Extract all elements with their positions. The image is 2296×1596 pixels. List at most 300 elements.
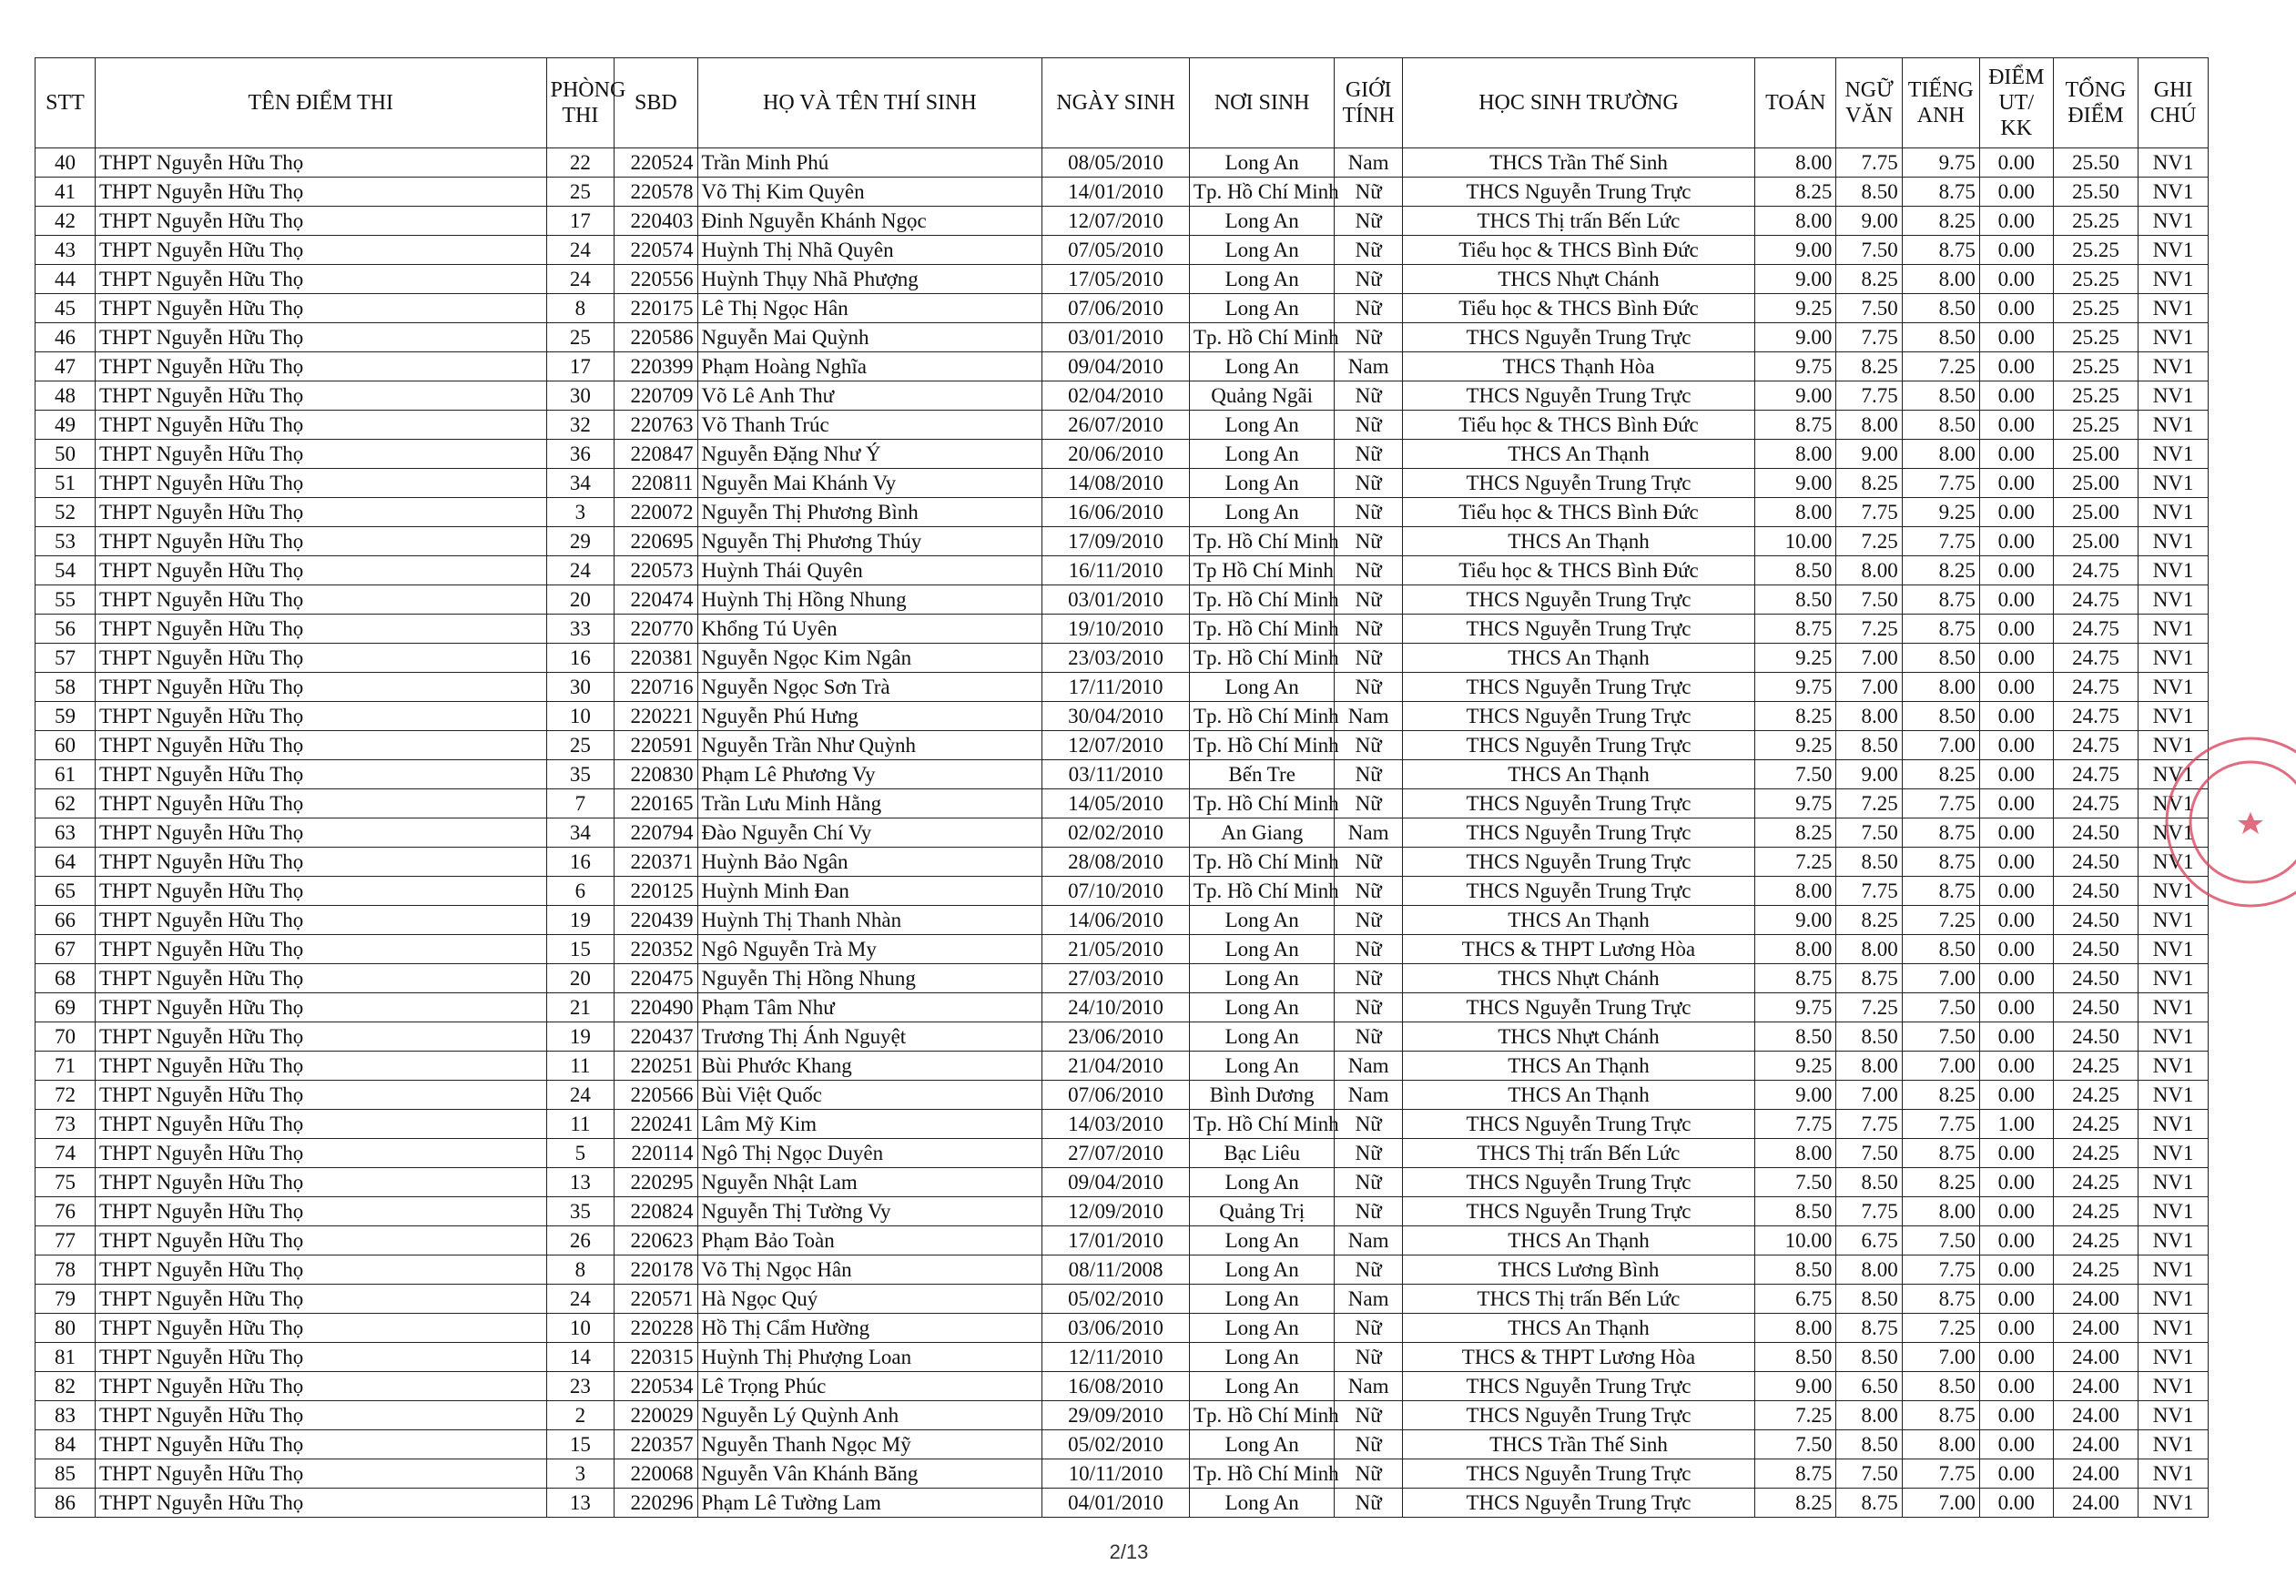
cell-sbd: 220847 — [615, 440, 697, 469]
cell-dob: 17/01/2010 — [1042, 1226, 1190, 1255]
cell-sbd: 220114 — [615, 1139, 697, 1168]
cell-school: Tiểu học & THCS Bình Đức — [1402, 294, 1754, 323]
cell-dob: 30/04/2010 — [1042, 702, 1190, 731]
cell-math: 9.00 — [1755, 906, 1836, 935]
cell-gender: Nữ — [1335, 906, 1402, 935]
cell-room: 11 — [546, 1052, 614, 1081]
cell-birthplace: Long An — [1189, 498, 1335, 527]
cell-literature: 8.50 — [1836, 731, 1902, 760]
table-row — [36, 1343, 2209, 1372]
cell-student-name: Nguyễn Ngọc Kim Ngân — [697, 644, 1042, 673]
table-row — [36, 644, 2209, 673]
cell-exam-site: THPT Nguyễn Hữu Thọ — [95, 644, 546, 673]
cell-sbd: 220072 — [615, 498, 697, 527]
cell-total: 24.00 — [2053, 1430, 2139, 1459]
cell-student-name: Nguyễn Vân Khánh Băng — [697, 1459, 1042, 1489]
cell-note: NV1 — [2139, 352, 2209, 381]
cell-english: 8.75 — [1902, 178, 1979, 207]
cell-room: 3 — [546, 498, 614, 527]
cell-school: THCS Thị trấn Bến Lức — [1402, 207, 1754, 236]
table-row — [36, 294, 2209, 323]
cell-note: NV1 — [2139, 1052, 2209, 1081]
cell-gender: Nữ — [1335, 323, 1402, 352]
col-exam-site-header: TÊN ĐIỂM THI — [95, 58, 546, 148]
cell-english: 8.75 — [1902, 585, 1979, 615]
table-row — [36, 760, 2209, 789]
cell-dob: 08/05/2010 — [1042, 148, 1190, 178]
cell-birthplace: Long An — [1189, 411, 1335, 440]
cell-bonus: 0.00 — [1979, 178, 2053, 207]
cell-room: 10 — [546, 702, 614, 731]
cell-note: NV1 — [2139, 789, 2209, 818]
table-row — [36, 236, 2209, 265]
col-note-header: GHI CHÚ — [2139, 58, 2209, 148]
cell-school: THCS Nguyễn Trung Trực — [1402, 1197, 1754, 1226]
cell-stt: 40 — [36, 148, 96, 178]
cell-total: 24.50 — [2053, 848, 2139, 877]
cell-note: NV1 — [2139, 1197, 2209, 1226]
cell-stt: 67 — [36, 935, 96, 964]
cell-stt: 63 — [36, 818, 96, 848]
cell-exam-site: THPT Nguyễn Hữu Thọ — [95, 323, 546, 352]
cell-room: 24 — [546, 236, 614, 265]
table-row — [36, 673, 2209, 702]
table-row — [36, 1372, 2209, 1401]
cell-dob: 07/05/2010 — [1042, 236, 1190, 265]
cell-student-name: Võ Thị Ngọc Hân — [697, 1255, 1042, 1285]
cell-school: THCS Nguyễn Trung Trực — [1402, 469, 1754, 498]
cell-room: 25 — [546, 178, 614, 207]
cell-stt: 85 — [36, 1459, 96, 1489]
col-gender-header: GIỚI TÍNH — [1335, 58, 1402, 148]
table-row — [36, 1110, 2209, 1139]
cell-english: 7.75 — [1902, 469, 1979, 498]
cell-gender: Nữ — [1335, 527, 1402, 556]
cell-sbd: 220709 — [615, 381, 697, 411]
table-row — [36, 148, 2209, 178]
cell-school: THCS Nguyễn Trung Trực — [1402, 1401, 1754, 1430]
cell-literature: 7.00 — [1836, 644, 1902, 673]
cell-birthplace: Quảng Trị — [1189, 1197, 1335, 1226]
cell-bonus: 0.00 — [1979, 877, 2053, 906]
cell-literature: 7.00 — [1836, 673, 1902, 702]
cell-note: NV1 — [2139, 1489, 2209, 1518]
cell-student-name: Võ Thanh Trúc — [697, 411, 1042, 440]
cell-english: 7.50 — [1902, 1226, 1979, 1255]
cell-english: 8.50 — [1902, 411, 1979, 440]
cell-room: 35 — [546, 1197, 614, 1226]
cell-total: 25.25 — [2053, 381, 2139, 411]
cell-literature: 8.75 — [1836, 964, 1902, 993]
table-row — [36, 993, 2209, 1022]
cell-total: 24.75 — [2053, 673, 2139, 702]
cell-stt: 45 — [36, 294, 96, 323]
cell-math: 8.25 — [1755, 702, 1836, 731]
cell-total: 25.25 — [2053, 265, 2139, 294]
cell-bonus: 0.00 — [1979, 673, 2053, 702]
cell-bonus: 0.00 — [1979, 236, 2053, 265]
cell-bonus: 0.00 — [1979, 556, 2053, 585]
cell-bonus: 0.00 — [1979, 1343, 2053, 1372]
cell-literature: 7.00 — [1836, 1081, 1902, 1110]
cell-school: THCS Nguyễn Trung Trực — [1402, 323, 1754, 352]
cell-note: NV1 — [2139, 673, 2209, 702]
cell-gender: Nam — [1335, 1081, 1402, 1110]
cell-gender: Nam — [1335, 1226, 1402, 1255]
cell-english: 8.75 — [1902, 848, 1979, 877]
cell-gender: Nữ — [1335, 469, 1402, 498]
cell-sbd: 220125 — [615, 877, 697, 906]
table-row — [36, 1052, 2209, 1081]
cell-math: 7.50 — [1755, 1430, 1836, 1459]
cell-birthplace: Bạc Liêu — [1189, 1139, 1335, 1168]
cell-dob: 03/01/2010 — [1042, 323, 1190, 352]
cell-total: 24.00 — [2053, 1314, 2139, 1343]
cell-note: NV1 — [2139, 469, 2209, 498]
table-row — [36, 731, 2209, 760]
cell-stt: 81 — [36, 1343, 96, 1372]
cell-birthplace: Long An — [1189, 236, 1335, 265]
cell-birthplace: Tp. Hồ Chí Minh — [1189, 585, 1335, 615]
cell-school: THCS Nguyễn Trung Trực — [1402, 615, 1754, 644]
cell-dob: 12/07/2010 — [1042, 207, 1190, 236]
cell-school: THCS Nhựt Chánh — [1402, 265, 1754, 294]
cell-math: 8.00 — [1755, 1314, 1836, 1343]
cell-math: 8.50 — [1755, 1022, 1836, 1052]
cell-room: 10 — [546, 1314, 614, 1343]
cell-bonus: 0.00 — [1979, 323, 2053, 352]
cell-note: NV1 — [2139, 1081, 2209, 1110]
cell-total: 24.75 — [2053, 644, 2139, 673]
cell-student-name: Phạm Lê Phương Vy — [697, 760, 1042, 789]
cell-bonus: 0.00 — [1979, 760, 2053, 789]
cell-gender: Nữ — [1335, 1489, 1402, 1518]
cell-gender: Nam — [1335, 818, 1402, 848]
cell-literature: 8.00 — [1836, 1255, 1902, 1285]
cell-english: 8.50 — [1902, 644, 1979, 673]
cell-literature: 8.50 — [1836, 178, 1902, 207]
cell-english: 8.00 — [1902, 1197, 1979, 1226]
cell-student-name: Lê Thị Ngọc Hân — [697, 294, 1042, 323]
cell-birthplace: Long An — [1189, 1343, 1335, 1372]
cell-total: 24.50 — [2053, 935, 2139, 964]
stamp-star-icon — [2238, 812, 2263, 834]
cell-bonus: 0.00 — [1979, 1197, 2053, 1226]
cell-room: 2 — [546, 1401, 614, 1430]
cell-dob: 12/11/2010 — [1042, 1343, 1190, 1372]
cell-bonus: 0.00 — [1979, 848, 2053, 877]
cell-sbd: 220571 — [615, 1285, 697, 1314]
table-row — [36, 178, 2209, 207]
cell-birthplace: Long An — [1189, 207, 1335, 236]
cell-exam-site: THPT Nguyễn Hữu Thọ — [95, 1110, 546, 1139]
cell-exam-site: THPT Nguyễn Hữu Thọ — [95, 585, 546, 615]
cell-literature: 9.00 — [1836, 760, 1902, 789]
cell-room: 26 — [546, 1226, 614, 1255]
cell-dob: 26/07/2010 — [1042, 411, 1190, 440]
cell-bonus: 0.00 — [1979, 731, 2053, 760]
cell-bonus: 0.00 — [1979, 1372, 2053, 1401]
cell-student-name: Trần Lưu Minh Hằng — [697, 789, 1042, 818]
cell-math: 9.00 — [1755, 236, 1836, 265]
cell-sbd: 220175 — [615, 294, 697, 323]
col-dob-header: NGÀY SINH — [1042, 58, 1190, 148]
cell-literature: 8.75 — [1836, 1489, 1902, 1518]
cell-english: 8.50 — [1902, 381, 1979, 411]
table-row — [36, 1430, 2209, 1459]
cell-student-name: Bùi Việt Quốc — [697, 1081, 1042, 1110]
cell-student-name: Huỳnh Bảo Ngân — [697, 848, 1042, 877]
cell-school: THCS Nguyễn Trung Trực — [1402, 1459, 1754, 1489]
cell-gender: Nữ — [1335, 1022, 1402, 1052]
cell-total: 25.50 — [2053, 148, 2139, 178]
cell-sbd: 220811 — [615, 469, 697, 498]
cell-room: 30 — [546, 673, 614, 702]
table-row — [36, 1226, 2209, 1255]
cell-exam-site: THPT Nguyễn Hữu Thọ — [95, 906, 546, 935]
cell-note: NV1 — [2139, 702, 2209, 731]
col-name-header: HỌ VÀ TÊN THÍ SINH — [697, 58, 1042, 148]
cell-room: 15 — [546, 1430, 614, 1459]
cell-birthplace: Long An — [1189, 1489, 1335, 1518]
cell-sbd: 220228 — [615, 1314, 697, 1343]
col-math-header: TOÁN — [1755, 58, 1836, 148]
cell-school: THCS An Thạnh — [1402, 1052, 1754, 1081]
cell-gender: Nữ — [1335, 964, 1402, 993]
cell-literature: 8.00 — [1836, 556, 1902, 585]
cell-room: 33 — [546, 615, 614, 644]
cell-bonus: 0.00 — [1979, 207, 2053, 236]
cell-gender: Nữ — [1335, 381, 1402, 411]
col-bonus-header: ĐIỂM UT/ KK — [1979, 58, 2053, 148]
cell-sbd: 220296 — [615, 1489, 697, 1518]
cell-bonus: 0.00 — [1979, 352, 2053, 381]
cell-room: 11 — [546, 1110, 614, 1139]
cell-room: 7 — [546, 789, 614, 818]
cell-birthplace: Tp. Hồ Chí Minh — [1189, 1459, 1335, 1489]
cell-math: 9.00 — [1755, 265, 1836, 294]
cell-stt: 48 — [36, 381, 96, 411]
table-row — [36, 498, 2209, 527]
cell-english: 9.25 — [1902, 498, 1979, 527]
cell-total: 25.25 — [2053, 294, 2139, 323]
cell-english: 8.50 — [1902, 323, 1979, 352]
cell-gender: Nữ — [1335, 1110, 1402, 1139]
cell-english: 8.00 — [1902, 440, 1979, 469]
cell-bonus: 0.00 — [1979, 702, 2053, 731]
cell-birthplace: Tp. Hồ Chí Minh — [1189, 1401, 1335, 1430]
cell-dob: 17/09/2010 — [1042, 527, 1190, 556]
cell-student-name: Ngô Nguyễn Trà My — [697, 935, 1042, 964]
cell-stt: 77 — [36, 1226, 96, 1255]
cell-exam-site: THPT Nguyễn Hữu Thọ — [95, 1081, 546, 1110]
cell-total: 24.75 — [2053, 702, 2139, 731]
cell-exam-site: THPT Nguyễn Hữu Thọ — [95, 1168, 546, 1197]
cell-stt: 59 — [36, 702, 96, 731]
table-row — [36, 818, 2209, 848]
cell-school: THCS Nguyễn Trung Trực — [1402, 818, 1754, 848]
cell-school: THCS & THPT Lương Hòa — [1402, 935, 1754, 964]
cell-dob: 16/06/2010 — [1042, 498, 1190, 527]
cell-stt: 56 — [36, 615, 96, 644]
cell-room: 24 — [546, 1081, 614, 1110]
cell-dob: 17/05/2010 — [1042, 265, 1190, 294]
cell-gender: Nữ — [1335, 1343, 1402, 1372]
cell-note: NV1 — [2139, 1139, 2209, 1168]
cell-stt: 64 — [36, 848, 96, 877]
cell-note: NV1 — [2139, 294, 2209, 323]
cell-note: NV1 — [2139, 935, 2209, 964]
cell-dob: 02/04/2010 — [1042, 381, 1190, 411]
cell-literature: 7.75 — [1836, 1110, 1902, 1139]
cell-school: THCS Trần Thế Sinh — [1402, 1430, 1754, 1459]
cell-english: 8.75 — [1902, 1401, 1979, 1430]
cell-birthplace: Long An — [1189, 1226, 1335, 1255]
cell-room: 20 — [546, 585, 614, 615]
table-row — [36, 1314, 2209, 1343]
cell-sbd: 220437 — [615, 1022, 697, 1052]
cell-math: 8.00 — [1755, 207, 1836, 236]
cell-dob: 08/11/2008 — [1042, 1255, 1190, 1285]
cell-stt: 60 — [36, 731, 96, 760]
cell-total: 24.75 — [2053, 585, 2139, 615]
cell-school: THCS Nhựt Chánh — [1402, 1022, 1754, 1052]
cell-student-name: Nguyễn Thanh Ngọc Mỹ — [697, 1430, 1042, 1459]
cell-math: 7.75 — [1755, 1110, 1836, 1139]
cell-school: THCS An Thạnh — [1402, 440, 1754, 469]
cell-total: 24.00 — [2053, 1343, 2139, 1372]
cell-sbd: 220824 — [615, 1197, 697, 1226]
cell-gender: Nữ — [1335, 644, 1402, 673]
cell-note: NV1 — [2139, 498, 2209, 527]
cell-room: 24 — [546, 1285, 614, 1314]
cell-school: THCS Nguyễn Trung Trực — [1402, 1110, 1754, 1139]
cell-gender: Nữ — [1335, 1430, 1402, 1459]
cell-room: 19 — [546, 906, 614, 935]
cell-gender: Nữ — [1335, 935, 1402, 964]
cell-literature: 7.50 — [1836, 294, 1902, 323]
cell-birthplace: Long An — [1189, 265, 1335, 294]
cell-school: THCS Nguyễn Trung Trực — [1402, 789, 1754, 818]
cell-bonus: 0.00 — [1979, 1430, 2053, 1459]
cell-math: 9.00 — [1755, 1372, 1836, 1401]
cell-english: 9.75 — [1902, 148, 1979, 178]
cell-dob: 28/08/2010 — [1042, 848, 1190, 877]
cell-school: THCS Nguyễn Trung Trực — [1402, 381, 1754, 411]
cell-school: THCS Thạnh Hòa — [1402, 352, 1754, 381]
cell-total: 25.00 — [2053, 469, 2139, 498]
cell-gender: Nữ — [1335, 294, 1402, 323]
cell-note: NV1 — [2139, 1459, 2209, 1489]
cell-room: 19 — [546, 1022, 614, 1052]
cell-stt: 61 — [36, 760, 96, 789]
cell-math: 8.75 — [1755, 1459, 1836, 1489]
cell-total: 25.25 — [2053, 352, 2139, 381]
cell-school: THCS Nguyễn Trung Trực — [1402, 993, 1754, 1022]
col-room-header: PHÒNG THI — [546, 58, 614, 148]
cell-math: 8.00 — [1755, 440, 1836, 469]
cell-stt: 80 — [36, 1314, 96, 1343]
cell-english: 7.25 — [1902, 1314, 1979, 1343]
cell-note: NV1 — [2139, 1343, 2209, 1372]
cell-birthplace: Long An — [1189, 352, 1335, 381]
cell-dob: 03/11/2010 — [1042, 760, 1190, 789]
cell-english: 7.00 — [1902, 964, 1979, 993]
cell-bonus: 0.00 — [1979, 615, 2053, 644]
cell-exam-site: THPT Nguyễn Hữu Thọ — [95, 440, 546, 469]
cell-english: 8.75 — [1902, 1285, 1979, 1314]
cell-school: THCS Nguyễn Trung Trực — [1402, 848, 1754, 877]
cell-stt: 41 — [36, 178, 96, 207]
cell-student-name: Huỳnh Thị Thanh Nhàn — [697, 906, 1042, 935]
cell-english: 8.25 — [1902, 207, 1979, 236]
col-total-header: TỔNG ĐIỂM — [2053, 58, 2139, 148]
cell-student-name: Phạm Tâm Như — [697, 993, 1042, 1022]
cell-total: 25.25 — [2053, 323, 2139, 352]
cell-sbd: 220794 — [615, 818, 697, 848]
cell-bonus: 0.00 — [1979, 469, 2053, 498]
cell-literature: 7.75 — [1836, 381, 1902, 411]
cell-stt: 55 — [36, 585, 96, 615]
cell-total: 24.25 — [2053, 1052, 2139, 1081]
cell-bonus: 0.00 — [1979, 440, 2053, 469]
cell-student-name: Huỳnh Minh Đan — [697, 877, 1042, 906]
cell-english: 7.25 — [1902, 906, 1979, 935]
cell-school: THCS Nguyễn Trung Trực — [1402, 1489, 1754, 1518]
cell-room: 29 — [546, 527, 614, 556]
cell-note: NV1 — [2139, 1401, 2209, 1430]
cell-literature: 8.75 — [1836, 1314, 1902, 1343]
cell-total: 24.00 — [2053, 1459, 2139, 1489]
cell-school: THCS Nhựt Chánh — [1402, 964, 1754, 993]
cell-exam-site: THPT Nguyễn Hữu Thọ — [95, 760, 546, 789]
cell-dob: 03/01/2010 — [1042, 585, 1190, 615]
cell-total: 24.25 — [2053, 1255, 2139, 1285]
cell-student-name: Lê Trọng Phúc — [697, 1372, 1042, 1401]
cell-literature: 8.00 — [1836, 935, 1902, 964]
cell-english: 7.50 — [1902, 1022, 1979, 1052]
cell-student-name: Phạm Bảo Toàn — [697, 1226, 1042, 1255]
cell-birthplace: Long An — [1189, 906, 1335, 935]
cell-note: NV1 — [2139, 323, 2209, 352]
cell-total: 25.25 — [2053, 411, 2139, 440]
cell-english: 8.00 — [1902, 1430, 1979, 1459]
cell-school: THCS An Thạnh — [1402, 1081, 1754, 1110]
cell-student-name: Nguyễn Lý Quỳnh Anh — [697, 1401, 1042, 1430]
cell-english: 7.75 — [1902, 527, 1979, 556]
cell-stt: 78 — [36, 1255, 96, 1285]
cell-english: 8.00 — [1902, 265, 1979, 294]
cell-stt: 66 — [36, 906, 96, 935]
cell-dob: 04/01/2010 — [1042, 1489, 1190, 1518]
cell-exam-site: THPT Nguyễn Hữu Thọ — [95, 381, 546, 411]
cell-bonus: 0.00 — [1979, 1022, 2053, 1052]
cell-sbd: 220623 — [615, 1226, 697, 1255]
cell-room: 32 — [546, 411, 614, 440]
cell-school: Tiểu học & THCS Bình Đức — [1402, 498, 1754, 527]
cell-total: 24.75 — [2053, 760, 2139, 789]
cell-sbd: 220770 — [615, 615, 697, 644]
cell-note: NV1 — [2139, 585, 2209, 615]
cell-literature: 7.75 — [1836, 498, 1902, 527]
cell-gender: Nam — [1335, 1372, 1402, 1401]
table-row — [36, 935, 2209, 964]
cell-exam-site: THPT Nguyễn Hữu Thọ — [95, 1226, 546, 1255]
cell-stt: 71 — [36, 1052, 96, 1081]
cell-note: NV1 — [2139, 1255, 2209, 1285]
cell-school: THCS Thị trấn Bến Lức — [1402, 1139, 1754, 1168]
cell-literature: 8.50 — [1836, 1430, 1902, 1459]
